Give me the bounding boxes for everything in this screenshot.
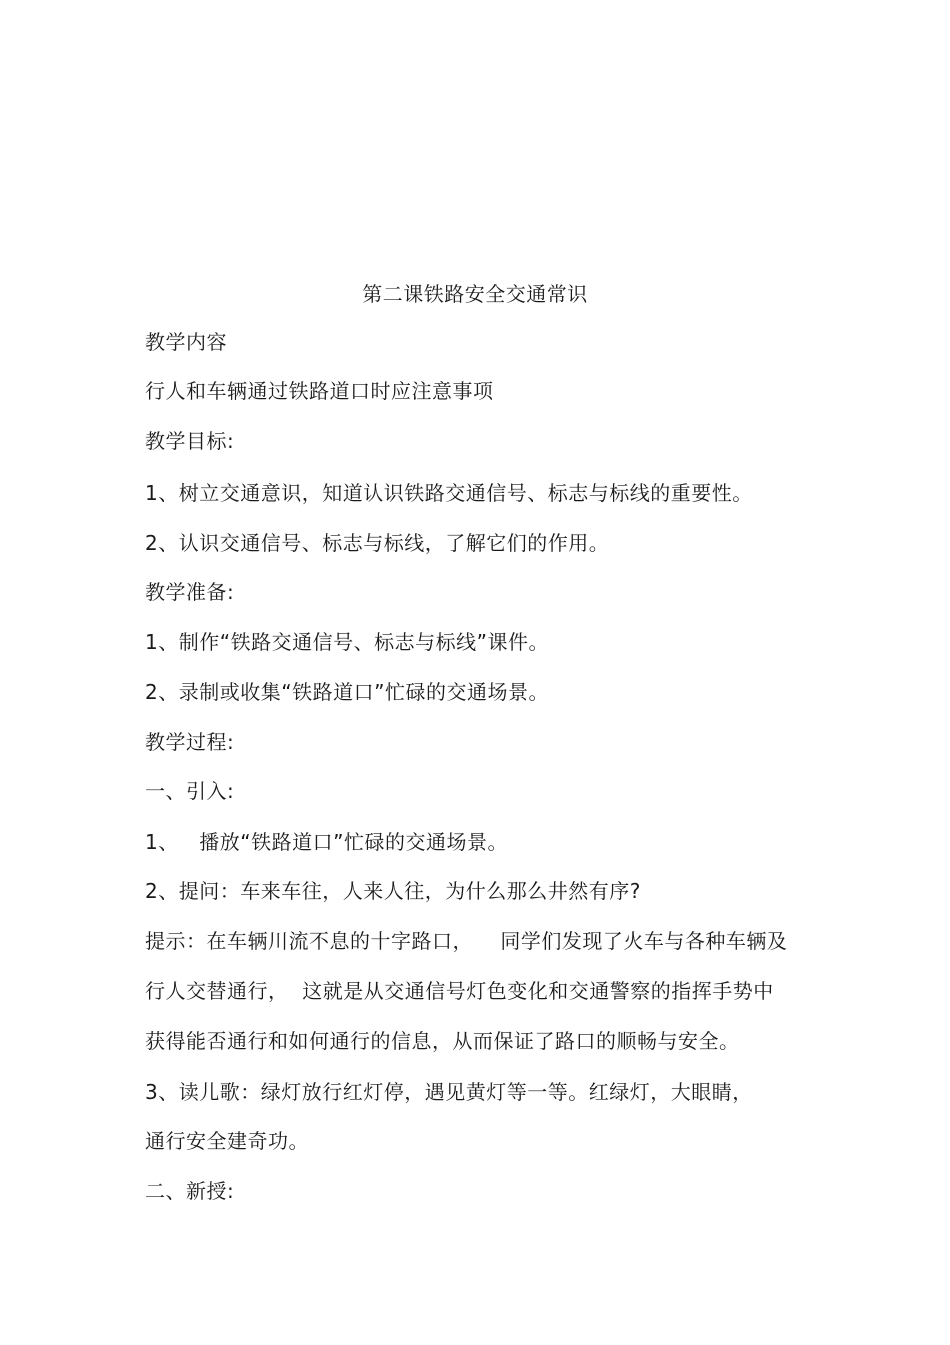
preparation-item-2: 2、录制或收集“铁路道口”忙碌的交通场景。 xyxy=(145,680,549,704)
content-line: 行人和车辆通过铁路道口时应注意事项 xyxy=(145,379,494,403)
document-title: 第二课铁路安全交通常识 xyxy=(362,282,588,306)
section-heading-process: 教学过程: xyxy=(145,730,235,754)
process-item-3-continued: 通行安全建奇功。 xyxy=(145,1129,309,1153)
hint-line-3: 获得能否通行和如何通行的信息，从而保证了路口的顺畅与安全。 xyxy=(145,1029,740,1053)
hint-line-2: 行人交替通行， 这就是从交通信号灯色变化和交通警察的指挥手势中 xyxy=(145,979,774,1003)
process-item-2: 2、提问：车来车往，人来人往，为什么那么井然有序? xyxy=(145,879,641,903)
section-heading-content: 教学内容 xyxy=(145,330,227,354)
process-item-1: 1、 播放“铁路道口”忙碌的交通场景。 xyxy=(145,830,509,854)
hint-line-1: 提示：在车辆川流不息的十字路口， 同学们发现了火车与各种车辆及 xyxy=(145,929,788,953)
goal-item-1: 1、树立交通意识，知道认识铁路交通信号、标志与标线的重要性。 xyxy=(145,481,753,505)
section-heading-preparation: 教学准备: xyxy=(145,580,235,604)
process-item-3: 3、读儿歌：绿灯放行红灯停，遇见黄灯等一等。红绿灯，大眼睛， xyxy=(145,1080,753,1104)
goal-item-2: 2、认识交通信号、标志与标线，了解它们的作用。 xyxy=(145,531,610,555)
subsection-new-lesson: 二、新授: xyxy=(145,1179,235,1203)
preparation-item-1: 1、制作“铁路交通信号、标志与标线”课件。 xyxy=(145,630,549,654)
section-heading-goals: 教学目标: xyxy=(145,429,235,453)
subsection-introduction: 一、引入: xyxy=(145,779,235,803)
